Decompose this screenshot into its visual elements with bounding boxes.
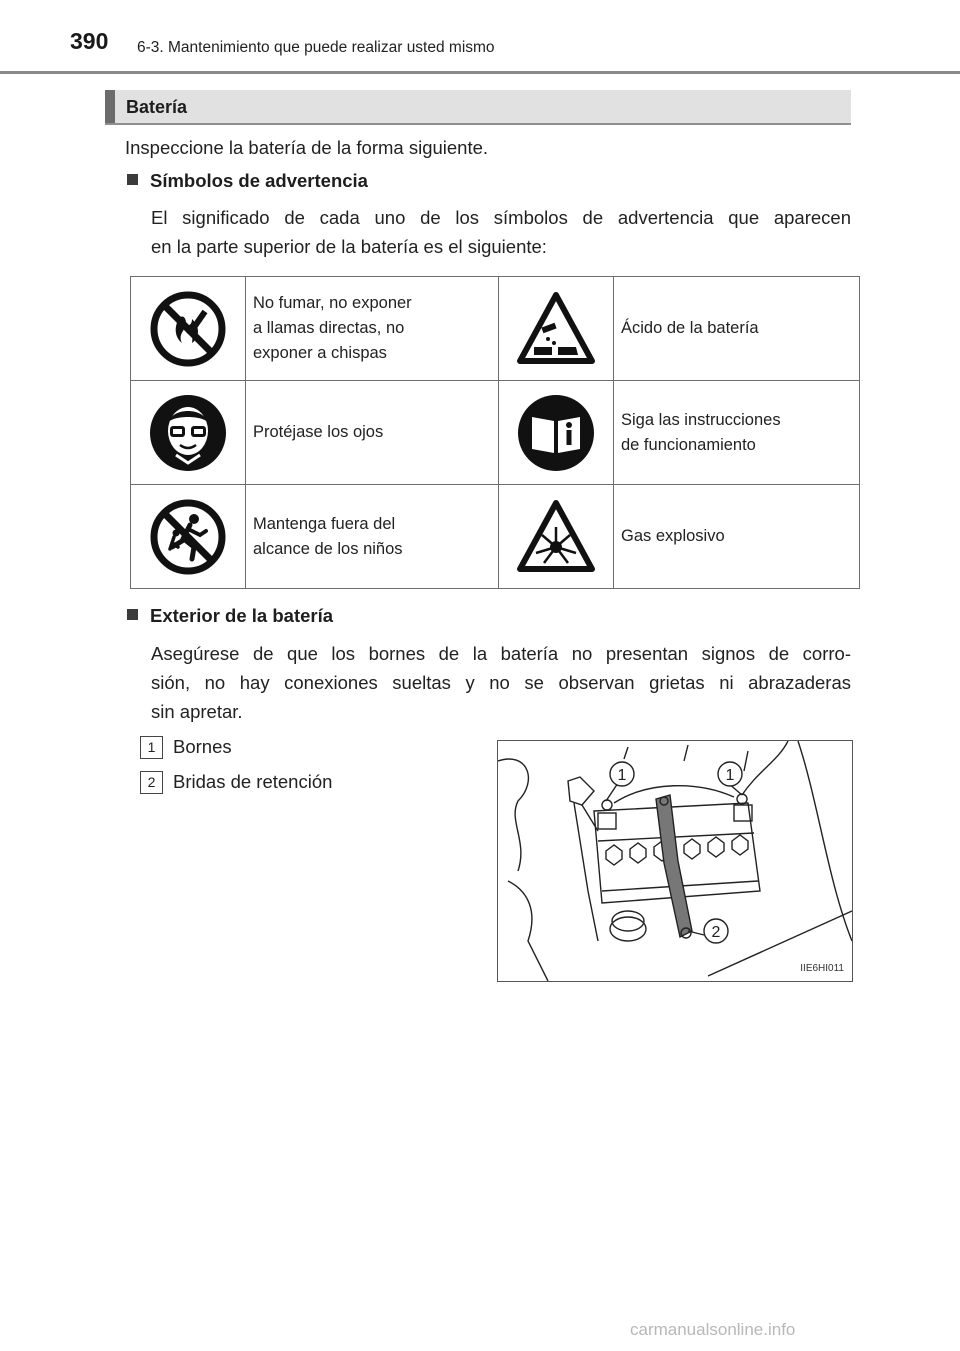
symbol-label-line: Gas explosivo [621, 527, 725, 545]
table-row [131, 277, 860, 381]
legend-number: 2 [140, 771, 163, 794]
legend-number: 1 [140, 736, 163, 759]
manual-icon [513, 390, 599, 476]
keep-away-children-icon [145, 494, 231, 580]
icon-cell [131, 485, 246, 589]
symbol-label-line: a llamas directas, no [253, 319, 405, 337]
text-cell [614, 381, 860, 485]
legend-label: Bornes [173, 736, 232, 757]
intro-text: Inspeccione la batería de la forma siguiente. [125, 137, 489, 158]
symbol-label-line: Protéjase los ojos [253, 423, 384, 441]
exterior-heading [127, 605, 333, 627]
exterior-line2: sión, no hay conexiones sueltas y no se observan grietas ni abrazaderas [151, 672, 851, 693]
icon-cell [131, 381, 246, 485]
section-title: Batería [126, 97, 188, 117]
top-rule [0, 71, 960, 74]
text-cell [246, 381, 499, 485]
square-bullet-icon [127, 609, 138, 620]
warning-symbols-heading [127, 170, 368, 192]
symbol-label-line: Siga las instrucciones [621, 410, 781, 429]
callout-1-b: 1 [725, 767, 735, 784]
eye-protection-icon [145, 390, 231, 476]
watermark: carmanualsonline.info [630, 1320, 796, 1339]
callout-2: 2 [711, 924, 721, 941]
figure-code: IIE6HI011 [800, 963, 844, 974]
running-head: 6-3. Mantenimiento que puede realizar usted mismo [137, 39, 495, 56]
page-number: 390 [70, 28, 109, 54]
table-row [131, 381, 860, 485]
warning-description-line2: en la parte superior de la batería es el siguiente: [151, 236, 547, 257]
table-row [131, 485, 860, 589]
square-bullet-icon [127, 174, 138, 185]
callout-1-a: 1 [617, 767, 627, 784]
symbol-label-line: Mantenga fuera del [253, 514, 396, 533]
warning-description-line1: El significado de cada uno de los símbolos de advertencia que aparecen [151, 207, 851, 228]
exterior-line3: sin apretar. [151, 701, 243, 722]
icon-cell [131, 277, 246, 381]
text-cell [246, 485, 499, 589]
symbol-label-line: de funcionamiento [621, 435, 756, 454]
text-cell [614, 485, 860, 589]
section-accent [105, 90, 115, 123]
legend-item [140, 771, 332, 794]
symbol-label-line: Ácido de la batería [621, 319, 759, 337]
symbol-label-line: alcance de los niños [253, 539, 403, 558]
battery-figure [497, 740, 853, 982]
no-fire-icon [145, 286, 231, 372]
symbol-label-line: No fumar, no exponer [253, 294, 412, 312]
exterior-heading-text: Exterior de la batería [150, 605, 334, 626]
section-bar [105, 90, 851, 125]
warning-symbols-table [130, 276, 860, 589]
warning-symbols-heading-text: Símbolos de advertencia [150, 170, 368, 191]
legend-item [140, 736, 232, 759]
symbol-label-line: exponer a chispas [253, 344, 387, 362]
exterior-line1: Asegúrese de que los bornes de la batería no presentan signos de corro- [151, 643, 851, 664]
battery-illustration [498, 741, 852, 981]
text-cell [246, 277, 499, 381]
icon-cell [499, 381, 614, 485]
text-cell [614, 277, 860, 381]
legend-label: Bridas de retención [173, 771, 333, 792]
battery-acid-icon [513, 286, 599, 372]
explosive-gas-icon [513, 494, 599, 580]
icon-cell [499, 277, 614, 381]
icon-cell [499, 485, 614, 589]
